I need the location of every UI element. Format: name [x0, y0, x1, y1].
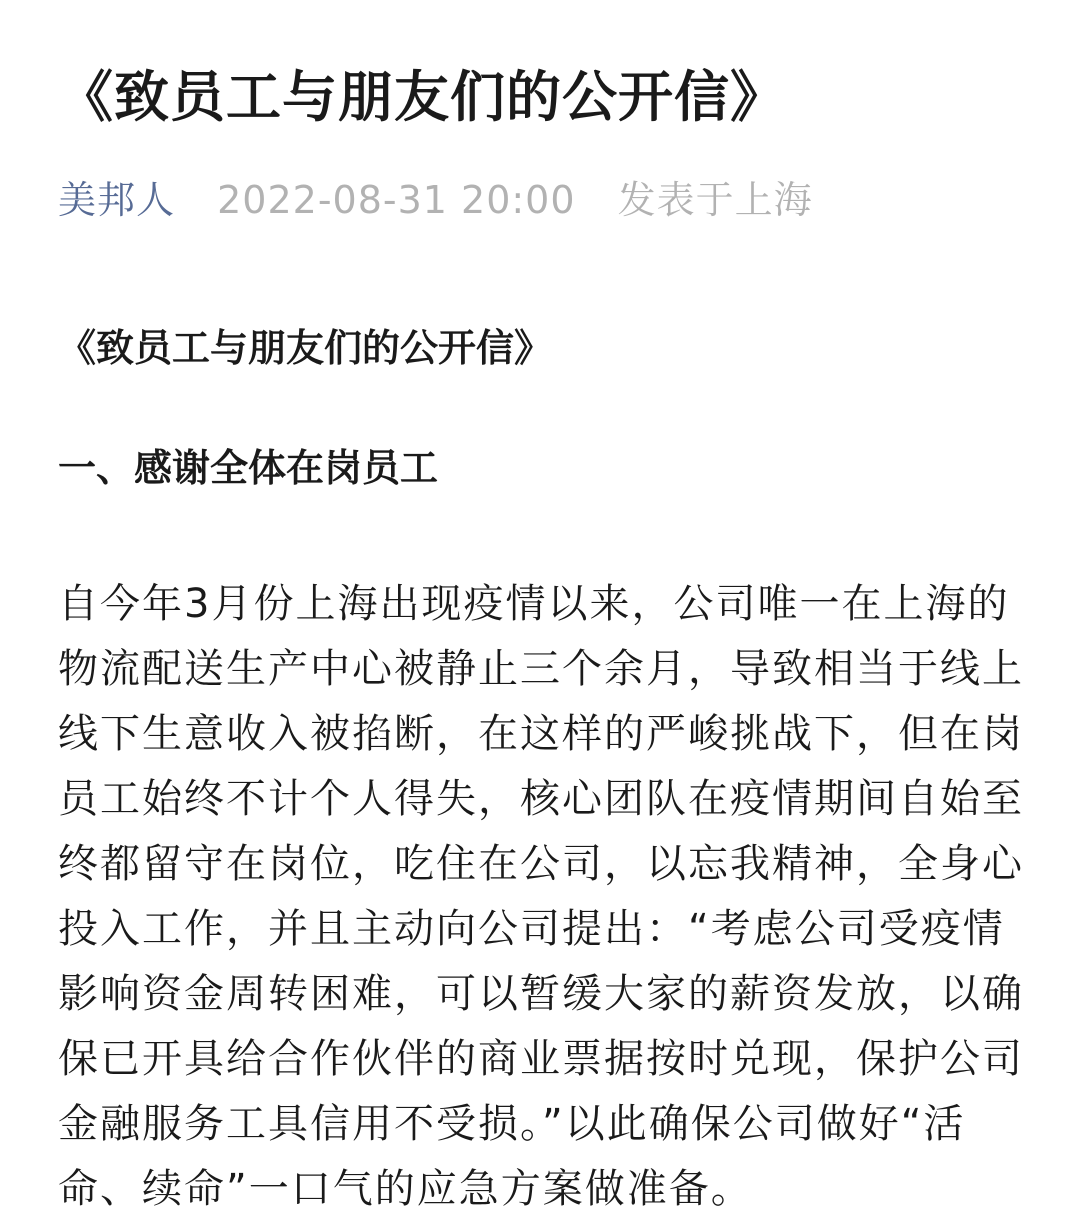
publish-datetime: 2022-08-31 20:00 [217, 178, 576, 222]
body-title: 《致员工与朋友们的公开信》 [58, 326, 553, 370]
article-meta [58, 172, 813, 228]
paragraph-line: 员工始终不计个人得失，核心团队在疫情期间自始至 [58, 776, 1024, 822]
section-heading: 一、感谢全体在岗员工 [58, 446, 439, 490]
publish-location: 发表于上海 [617, 178, 813, 222]
paragraph-line: 金融服务工具信用不受损。”以此确保公司做好“活 [58, 1101, 966, 1147]
author-link[interactable]: 美邦人 [58, 178, 176, 222]
paragraph-line: 保已开具给合作伙伴的商业票据按时兑现，保护公司 [58, 1036, 1024, 1082]
paragraph-line: 投入工作，并且主动向公司提出：“考虑公司受疫情 [58, 906, 1005, 952]
paragraph-line: 物流配送生产中心被静止三个余月，导致相当于线上 [58, 646, 1024, 692]
paragraph-line: 自今年3月份上海出现疫情以来，公司唯一在上海的 [58, 581, 1010, 627]
paragraph-line: 终都留守在岗位，吃住在公司，以忘我精神，全身心 [58, 841, 1024, 887]
paragraph-line: 影响资金周转困难，可以暂缓大家的薪资发放，以确 [58, 971, 1024, 1017]
paragraph-line: 线下生意收入被掐断，在这样的严峻挑战下，但在岗 [58, 711, 1024, 757]
paragraph-line: 命、续命”一口气的应急方案做准备。 [58, 1166, 753, 1212]
page-title: 《致员工与朋友们的公开信》 [58, 65, 787, 129]
paragraph [58, 572, 1038, 1222]
